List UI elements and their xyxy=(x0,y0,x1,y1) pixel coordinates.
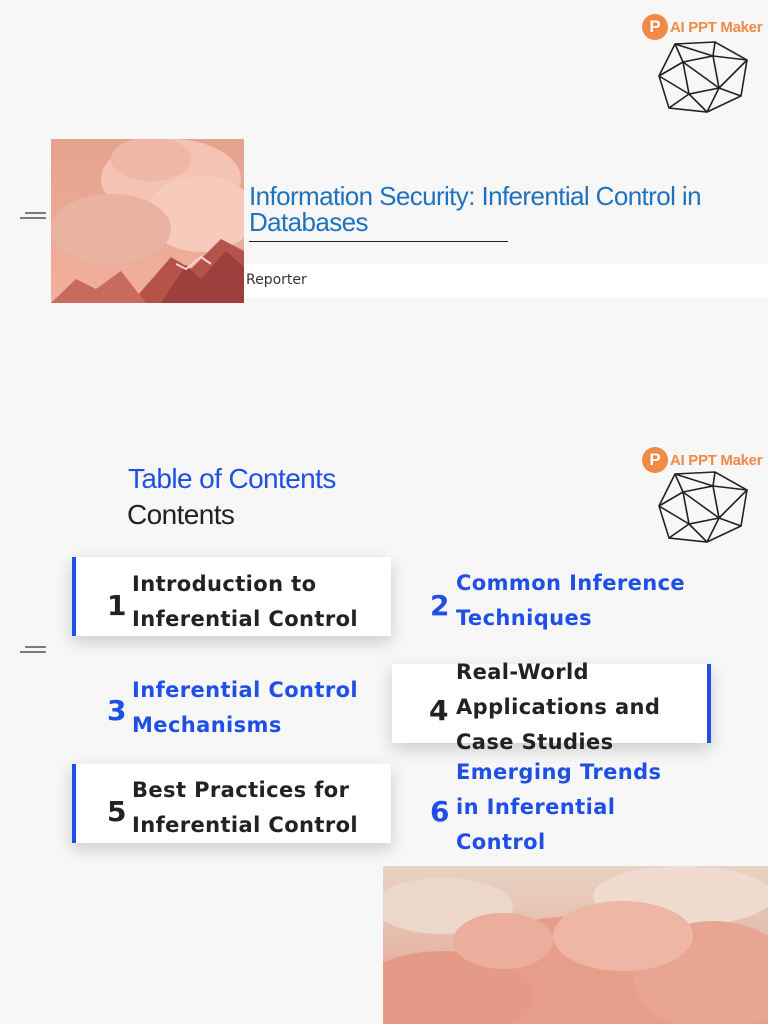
icosahedron-wireframe-icon xyxy=(655,470,751,544)
icosahedron-wireframe-icon xyxy=(655,40,751,114)
brand-logo-icon: P xyxy=(642,447,668,473)
menu-lines-icon[interactable] xyxy=(20,645,46,655)
presentation-title: Information Security: Inferential Control in Databases xyxy=(249,181,701,237)
toc-item-1-accent-bar xyxy=(72,557,76,636)
toc-item-5-accent-bar xyxy=(72,764,76,843)
toc-item-3-label[interactable]: Inferential Control Mechanisms xyxy=(132,678,359,737)
title-underline xyxy=(249,241,508,242)
toc-subheading: Contents xyxy=(127,499,235,530)
toc-item-5-label: Best Practices for Inferential Control xyxy=(132,778,359,837)
brand-logo xyxy=(642,14,762,40)
toc-item-1-label: Introduction to Inferential Control xyxy=(132,572,359,631)
toc-item-3-number: 3 xyxy=(107,694,127,727)
reporter-label: Reporter xyxy=(246,272,307,288)
clouds-image xyxy=(383,866,768,1024)
toc-item-4-number: 4 xyxy=(429,694,449,727)
toc-item-6-label[interactable]: Emerging Trends in Inferential Control xyxy=(456,760,662,854)
toc-item-1-number: 1 xyxy=(107,589,127,622)
toc-item-4-label: Real-World Applications and Case Studies xyxy=(456,660,661,754)
toc-item-2-label[interactable]: Common Inference Techniques xyxy=(456,571,686,630)
brand-name: AI PPT Maker xyxy=(670,18,763,36)
toc-heading: Table of Contents xyxy=(128,463,336,494)
toc-item-2-number: 2 xyxy=(430,589,450,622)
brand-logo-icon: P xyxy=(642,14,668,40)
menu-lines-icon[interactable] xyxy=(20,211,46,221)
brand-name: AI PPT Maker xyxy=(670,451,763,469)
mountain-clouds-image xyxy=(51,139,244,303)
toc-item-4-accent-bar xyxy=(707,664,711,743)
toc-item-5-number: 5 xyxy=(107,795,127,828)
toc-item-6-number: 6 xyxy=(430,795,450,828)
reporter-strip xyxy=(244,264,768,298)
